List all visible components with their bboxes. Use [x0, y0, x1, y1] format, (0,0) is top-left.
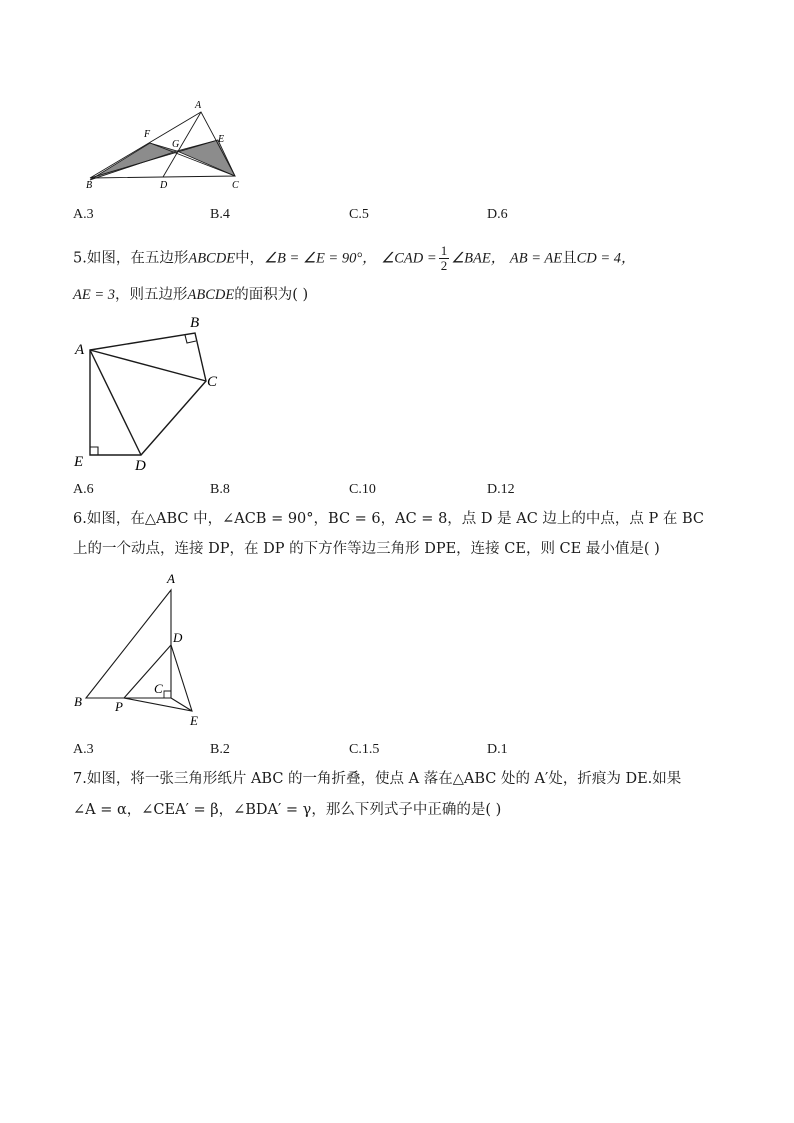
q6-label-A: A	[167, 571, 175, 586]
q5-text-l: ABCDE	[187, 287, 235, 303]
q5-label-C: C	[207, 374, 218, 390]
q6-figure	[70, 565, 220, 735]
q5-text-m: 的面积为( )	[234, 287, 309, 303]
q6-right-angle-C	[164, 691, 171, 698]
q4-label-C: C	[232, 180, 239, 191]
q5-text-h: 且	[562, 250, 577, 267]
q6-option-c: C.1.5	[349, 742, 380, 757]
q5-option-b: B.8	[210, 482, 230, 497]
q5-text-k: ，则五边形	[115, 287, 188, 303]
q6-stem-line1: 6.如图，在△ABC 中，∠ACB = 90°，BC = 6，AC = 8，点 D 是 AC 边上的中点，点 P 在 BC	[73, 511, 705, 527]
q5-label-B: B	[190, 315, 200, 331]
q6-option-b: B.2	[210, 742, 230, 757]
q5-text-d: ∠B = ∠E = 90°，	[264, 250, 377, 267]
q6-label-B: B	[74, 694, 82, 709]
q4-figure	[84, 96, 254, 196]
q6-option-a: A.3	[73, 742, 94, 757]
q5-frac-num: 1	[440, 243, 448, 258]
q6-label-D: D	[173, 630, 183, 645]
q4-label-E: E	[218, 134, 225, 145]
q5-text-b: ABCDE	[188, 250, 236, 267]
q5-stem-line2	[73, 285, 308, 305]
q5-text-e: ∠CAD =	[381, 250, 437, 267]
q6-label-E: E	[190, 713, 198, 728]
q4-label-B: B	[86, 180, 93, 191]
q4-option-d: D.6	[487, 207, 508, 222]
q5-right-angle-B	[185, 335, 196, 343]
q5-text-c: 中，	[235, 250, 265, 267]
q6-stem-line2: 上的一个动点，连接 DP，在 DP 的下方作等边三角形 DPE，连接 CE，则 CE 最小值是( )	[73, 541, 660, 557]
q5-fraction	[439, 244, 450, 273]
q5-option-d: D.12	[487, 482, 515, 497]
q5-label-E: E	[74, 454, 84, 470]
q5-option-c: C.10	[349, 482, 376, 497]
q4-label-G: G	[172, 139, 180, 150]
q5-text-g: AB = AE	[509, 250, 563, 267]
q7-stem-line1: 7.如图，将一张三角形纸片 ABC 的一角折叠，使点 A 落在△ABC 处的 A′处，折痕为 DE.如果	[73, 771, 682, 787]
q5-text-a: 5.如图，在五边形	[73, 250, 189, 267]
q4-shaded-right	[177, 140, 235, 176]
q7-stem-line2: ∠A = α，∠CEA′ = β，∠BDA′ = γ，那么下列式子中正确的是( )	[73, 802, 502, 818]
q5-right-angle-E	[90, 447, 98, 455]
q4-option-a: A.3	[73, 207, 94, 222]
q4-line-AD	[163, 112, 201, 177]
q5-stem-line1	[73, 244, 636, 273]
q5-text-j: AE = 3	[73, 287, 115, 303]
q4-label-A: A	[195, 100, 202, 111]
q5-text-f: ∠BAE，	[451, 250, 506, 267]
q5-label-A: A	[75, 342, 85, 358]
q4-label-D: D	[160, 180, 168, 191]
q6-triangle-DPE	[124, 645, 192, 711]
q5-text-i: CD = 4，	[576, 250, 636, 267]
q5-pentagon	[90, 333, 206, 455]
q6-label-P: P	[115, 699, 123, 714]
q5-line-AC	[90, 350, 206, 381]
q4-option-b: B.4	[210, 207, 230, 222]
q5-figure	[70, 310, 230, 475]
q5-frac-den: 2	[440, 258, 448, 273]
q6-option-d: D.1	[487, 742, 508, 757]
q6-label-C: C	[154, 681, 163, 696]
q4-label-F: F	[144, 129, 151, 140]
q5-label-D: D	[135, 458, 146, 474]
q4-option-c: C.5	[349, 207, 369, 222]
q5-option-a: A.6	[73, 482, 94, 497]
q5-line-AD	[90, 350, 141, 455]
